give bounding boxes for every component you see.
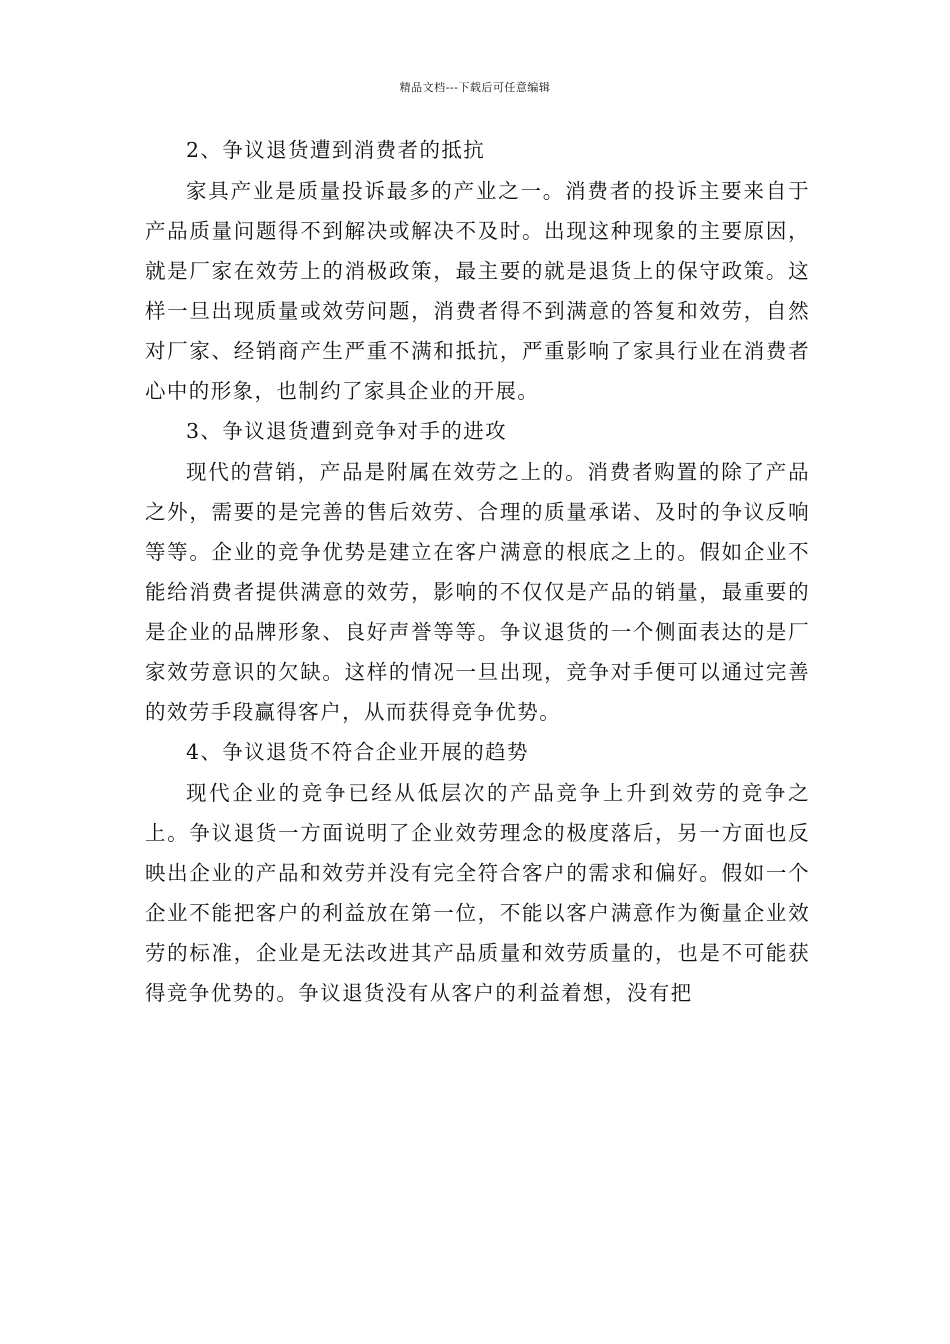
page-header: 精品文档---下载后可任意编辑 (399, 81, 551, 94)
section-paragraph-2: 家具产业是质量投诉最多的产业之一。消费者的投诉主要来自于产品质量问题得不到解决或解决不及时。出现这种现象的主要原因，就是厂家在效劳上的消极政策，最主要的就是退货上的保守政策。这样一旦出现质量或效劳问题，消费者得不到满意的答复和效劳，自然对厂家、经销商产生严重不满和抵抗，严重影响了家具行业在消费者心中的形象，也制约了家具企业的开展。 (145, 178, 810, 403)
section-heading-3: 3、争议退货遭到竞争对手的进攻 (186, 419, 508, 443)
section-heading-2: 2、争议退货遭到消费者的抵抗 (186, 138, 486, 162)
document-body (145, 130, 810, 1013)
section-paragraph-4: 现代企业的竞争已经从低层次的产品竞争上升到效劳的竞争之上。争议退货一方面说明了企业效劳理念的极度落后，另一方面也反映出企业的产品和效劳并没有完全符合客户的需求和偏好。假如一个企业不能把客户的利益放在第一位，不能以客户满意作为衡量企业效劳的标准，企业是无法改进其产品质量和效劳质量的，也是不可能获得竞争优势的。争议退货没有从客户的利益着想，没有把 (145, 780, 810, 1005)
section-paragraph-3: 现代的营销，产品是附属在效劳之上的。消费者购置的除了产品之外，需要的是完善的售后效劳、合理的质量承诺、及时的争议反响等等。企业的竞争优势是建立在客户满意的根底之上的。假如企业不能给消费者提供满意的效劳，影响的不仅仅是产品的销量，最重要的是企业的品牌形象、良好声誉等等。争议退货的一个侧面表达的是厂家效劳意识的欠缺。这样的情况一旦出现，竞争对手便可以通过完善的效劳手段赢得客户，从而获得竞争优势。 (145, 459, 810, 724)
section-heading-4: 4、争议退货不符合企业开展的趋势 (186, 740, 529, 764)
